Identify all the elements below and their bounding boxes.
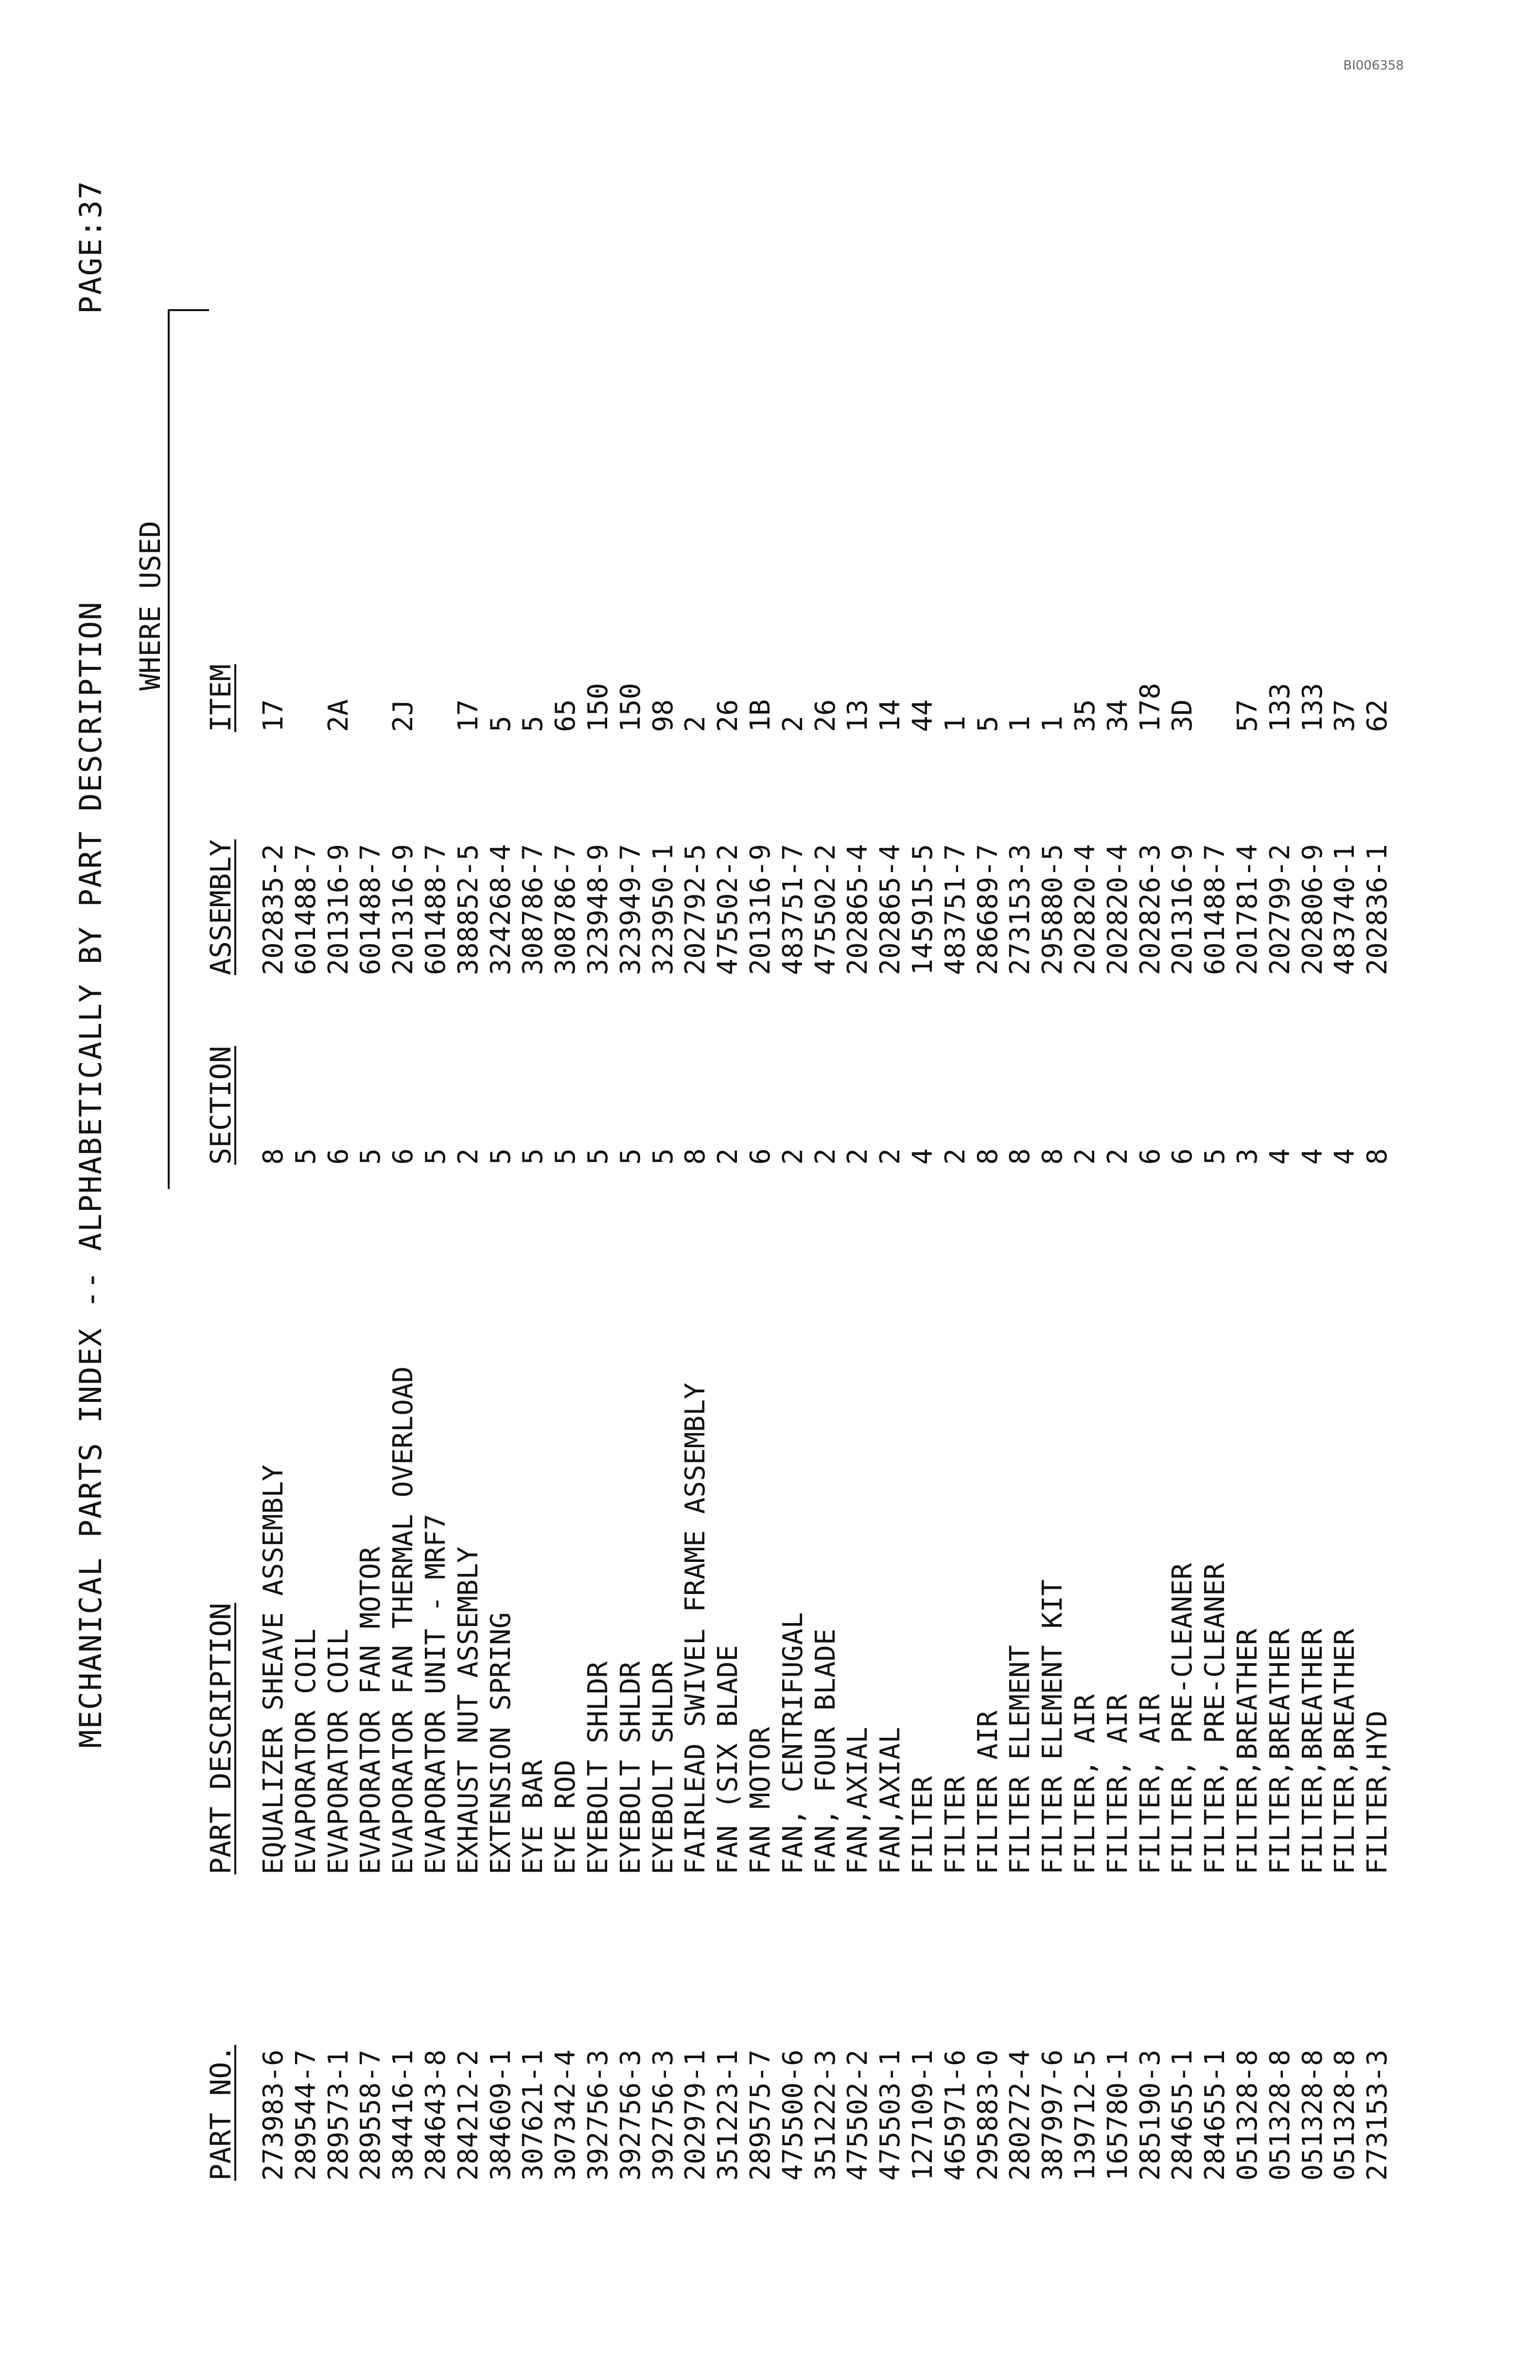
table-row [290,0,323,2380]
description-cell: FILTER, AIR [1134,1694,1166,1874]
part-number-cell: 284212-2 [452,2049,484,2181]
section-cell: 2 [452,1148,484,1165]
column-header-assembly: ASSEMBLY [204,839,237,975]
assembly-cell: 202806-9 [1296,844,1329,975]
item-cell: 150 [614,682,647,732]
section-cell: 5 [582,1148,614,1165]
column-header-section: SECTION [204,1046,237,1165]
table-row [940,0,972,2380]
section-cell: 8 [258,1148,289,1165]
section-cell: 3 [1231,1148,1263,1165]
item-cell: 150 [582,682,614,732]
table-row [1232,0,1264,2380]
part-number-cell: 392756-3 [614,2049,647,2181]
assembly-cell: 201316-9 [387,844,420,975]
assembly-cell: 483751-7 [939,844,971,975]
where-used-heading: WHERE USED [134,521,167,691]
part-number-cell: 289558-7 [355,2049,387,2181]
description-cell: FILTER ELEMENT [1004,1645,1036,1874]
page-title: MECHANICAL PARTS INDEX -- ALPHABETICALLY BY PART DESCRIPTION [73,601,108,1748]
description-cell: EYEBOLT SHLDR [582,1661,614,1874]
section-cell: 5 [517,1148,549,1165]
where-used-divider-tick [168,309,209,311]
part-number-cell: 387997-6 [1037,2049,1069,2181]
description-cell: FILTER, PRE-CLEANER [1199,1563,1231,1874]
table-row [648,0,680,2380]
part-number-cell: 289544-7 [290,2049,322,2181]
item-cell: 1 [1037,716,1069,732]
item-cell: 2A [322,699,354,732]
description-cell: FILTER AIR [972,1710,1004,1874]
assembly-cell: 475502-2 [809,844,841,975]
description-cell: EVAPORATOR FAN MOTOR [355,1546,387,1874]
item-cell: 133 [1264,682,1296,732]
assembly-cell: 308786-7 [517,844,549,975]
assembly-cell: 202820-4 [1102,844,1134,975]
description-cell: FAN, CENTRIFUGAL [777,1612,809,1874]
table-row [550,0,582,2380]
section-cell: 8 [1004,1148,1036,1165]
assembly-cell: 286689-7 [972,844,1004,975]
part-number-cell: 202979-1 [680,2049,712,2181]
part-number-cell: 284655-1 [1167,2049,1199,2181]
assembly-cell: 483751-7 [777,844,809,975]
item-cell: 44 [907,699,939,732]
table-row [972,0,1005,2380]
assembly-cell: 273153-3 [1004,844,1036,975]
assembly-cell: 601488-7 [355,844,387,975]
part-number-cell: 307342-4 [550,2049,582,2181]
part-number-cell: 465971-6 [939,2049,971,2181]
item-cell: 5 [517,716,549,732]
description-cell: FILTER,BREATHER [1264,1628,1296,1874]
assembly-cell: 483740-1 [1329,844,1361,975]
item-cell: 98 [647,699,679,732]
section-cell: 6 [1167,1148,1199,1165]
part-number-cell: 392756-3 [582,2049,614,2181]
section-cell: 8 [1362,1148,1394,1165]
description-cell: EQUALIZER SHEAVE ASSEMBLY [258,1465,289,1874]
section-cell: 2 [1102,1148,1134,1165]
section-cell: 6 [744,1148,776,1165]
table-row [1329,0,1362,2380]
description-cell: EYEBOLT SHLDR [647,1661,679,1874]
table-row [842,0,875,2380]
description-cell: EVAPORATOR COIL [290,1628,322,1874]
table-row [258,0,290,2380]
part-number-cell: 384416-1 [387,2049,420,2181]
description-cell: EVAPORATOR COIL [322,1628,354,1874]
part-number-cell: 284643-8 [420,2049,452,2181]
parts-table [258,0,1394,2380]
table-row [582,0,615,2380]
part-number-cell: 051328-8 [1264,2049,1296,2181]
item-cell: 5 [485,716,517,732]
part-number-cell: 051328-8 [1329,2049,1361,2181]
item-cell: 65 [550,699,582,732]
section-cell: 8 [972,1148,1004,1165]
item-cell: 17 [452,699,484,732]
part-number-cell: 475502-2 [842,2049,874,2181]
section-cell: 8 [680,1148,712,1165]
table-row [810,0,842,2380]
item-cell: 2J [387,699,420,732]
table-row [615,0,648,2380]
assembly-cell: 201316-9 [744,844,776,975]
where-used-divider [168,309,170,1189]
assembly-cell: 201781-4 [1231,844,1263,975]
table-row [1102,0,1135,2380]
section-cell: 2 [842,1148,874,1165]
part-number-cell: 289575-7 [744,2049,776,2181]
section-cell: 4 [907,1148,939,1165]
table-row [1362,0,1394,2380]
part-number-cell: 127109-1 [907,2049,939,2181]
column-header-part-no: PART NO. [204,2045,237,2181]
assembly-cell: 295880-5 [1037,844,1069,975]
part-number-cell: 165780-1 [1102,2049,1134,2181]
description-cell: EVAPORATOR UNIT - MRF7 [420,1514,452,1874]
description-cell: FAIRLEAD SWIVEL FRAME ASSEMBLY [680,1382,712,1874]
table-row [907,0,940,2380]
table-row [712,0,745,2380]
part-number-cell: 273983-6 [258,2049,289,2181]
table-row [1004,0,1037,2380]
description-cell: FILTER, AIR [1102,1694,1134,1874]
part-number-cell: 051328-8 [1296,2049,1329,2181]
assembly-cell: 323950-1 [647,844,679,975]
description-cell: FAN, FOUR BLADE [809,1628,841,1874]
section-cell: 5 [614,1148,647,1165]
table-row [323,0,355,2380]
description-cell: EXHAUST NUT ASSEMBLY [452,1546,484,1874]
item-cell: 133 [1296,682,1329,732]
assembly-cell: 202836-1 [1362,844,1394,975]
document-id: BI006358 [1343,58,1404,73]
description-cell: FILTER ELEMENT KIT [1037,1579,1069,1874]
assembly-cell: 202820-4 [1069,844,1101,975]
item-cell: 35 [1069,699,1101,732]
description-cell: FILTER [907,1776,939,1874]
section-cell: 8 [1037,1148,1069,1165]
part-number-cell: 392756-3 [647,2049,679,2181]
section-cell: 5 [420,1148,452,1165]
table-row [745,0,777,2380]
item-cell: 1 [1004,716,1036,732]
section-cell: 5 [647,1148,679,1165]
description-cell: EYE BAR [517,1759,549,1874]
assembly-cell: 202799-2 [1264,844,1296,975]
item-cell: 37 [1329,699,1361,732]
assembly-cell: 308786-7 [550,844,582,975]
description-cell: FAN,AXIAL [875,1727,907,1874]
assembly-cell: 323949-7 [614,844,647,975]
assembly-cell: 202792-5 [680,844,712,975]
part-number-cell: 475503-1 [875,2049,907,2181]
description-cell: FILTER,HYD [1362,1710,1394,1874]
description-cell: FILTER, AIR [1069,1694,1101,1874]
description-cell: FILTER,BREATHER [1296,1628,1329,1874]
part-number-cell: 351222-3 [809,2049,841,2181]
section-cell: 2 [939,1148,971,1165]
section-cell: 2 [712,1148,744,1165]
description-cell: EYEBOLT SHLDR [614,1661,647,1874]
table-row [777,0,810,2380]
item-cell: 26 [809,699,841,732]
description-cell: FAN (SIX BLADE [712,1645,744,1874]
table-row [1264,0,1297,2380]
section-cell: 5 [1199,1148,1231,1165]
assembly-cell: 145915-5 [907,844,939,975]
section-cell: 2 [777,1148,809,1165]
description-cell: FAN MOTOR [744,1727,776,1874]
section-cell: 4 [1296,1148,1329,1165]
description-cell: FAN,AXIAL [842,1727,874,1874]
part-number-cell: 351223-1 [712,2049,744,2181]
description-cell: EVAPORATOR FAN THERMAL OVERLOAD [387,1366,420,1874]
table-row [1199,0,1232,2380]
table-row [355,0,387,2380]
item-cell: 57 [1231,699,1263,732]
assembly-cell: 601488-7 [420,844,452,975]
table-row [875,0,907,2380]
item-cell: 178 [1134,682,1166,732]
item-cell: 34 [1102,699,1134,732]
table-row [485,0,518,2380]
assembly-cell: 202835-2 [258,844,289,975]
table-row [387,0,420,2380]
assembly-cell: 201316-9 [322,844,354,975]
section-cell: 5 [550,1148,582,1165]
part-number-cell: 289573-1 [322,2049,354,2181]
item-cell: 2 [680,716,712,732]
assembly-cell: 324268-4 [485,844,517,975]
table-row [1135,0,1167,2380]
item-cell: 2 [777,716,809,732]
part-number-cell: 273153-3 [1362,2049,1394,2181]
section-cell: 6 [387,1148,420,1165]
section-cell: 5 [290,1148,322,1165]
assembly-cell: 475502-2 [712,844,744,975]
item-cell: 13 [842,699,874,732]
part-number-cell: 384609-1 [485,2049,517,2181]
item-cell: 14 [875,699,907,732]
description-cell: FILTER,BREATHER [1329,1628,1361,1874]
section-cell: 2 [1069,1148,1101,1165]
item-cell: 5 [972,716,1004,732]
assembly-cell: 601488-7 [1199,844,1231,975]
description-cell: FILTER, PRE-CLEANER [1167,1563,1199,1874]
part-number-cell: 285190-3 [1134,2049,1166,2181]
assembly-cell: 201316-9 [1167,844,1199,975]
assembly-cell: 388852-5 [452,844,484,975]
column-header-description: PART DESCRIPTION [204,1603,237,1874]
item-cell: 17 [258,699,289,732]
part-number-cell: 284655-1 [1199,2049,1231,2181]
table-row [1037,0,1069,2380]
description-cell: EYE ROD [550,1759,582,1874]
assembly-cell: 202865-4 [875,844,907,975]
item-cell: 26 [712,699,744,732]
table-row [453,0,485,2380]
section-cell: 6 [322,1148,354,1165]
part-number-cell: 307621-1 [517,2049,549,2181]
assembly-cell: 202865-4 [842,844,874,975]
item-cell: 1 [939,716,971,732]
item-cell: 3D [1167,699,1199,732]
table-row [1069,0,1102,2380]
table-row [1167,0,1199,2380]
section-cell: 6 [1134,1148,1166,1165]
section-cell: 2 [809,1148,841,1165]
section-cell: 5 [355,1148,387,1165]
part-number-cell: 139712-5 [1069,2049,1101,2181]
section-cell: 4 [1329,1148,1361,1165]
assembly-cell: 323948-9 [582,844,614,975]
part-number-cell: 295883-0 [972,2049,1004,2181]
assembly-cell: 202826-3 [1134,844,1166,975]
table-row [680,0,712,2380]
item-cell: 62 [1362,699,1394,732]
section-cell: 5 [485,1148,517,1165]
description-cell: EXTENSION SPRING [485,1612,517,1874]
section-cell: 4 [1264,1148,1296,1165]
item-cell: 1B [744,699,776,732]
description-cell: FILTER [939,1776,971,1874]
table-row [1297,0,1330,2380]
description-cell: FILTER,BREATHER [1231,1628,1263,1874]
assembly-cell: 601488-7 [290,844,322,975]
section-cell: 2 [875,1148,907,1165]
part-number-cell: 051328-8 [1231,2049,1263,2181]
table-row [517,0,550,2380]
column-header-item: ITEM [204,664,237,732]
part-number-cell: 475500-6 [777,2049,809,2181]
page-number: PAGE:37 [73,180,108,314]
part-number-cell: 280272-4 [1004,2049,1036,2181]
table-row [420,0,453,2380]
